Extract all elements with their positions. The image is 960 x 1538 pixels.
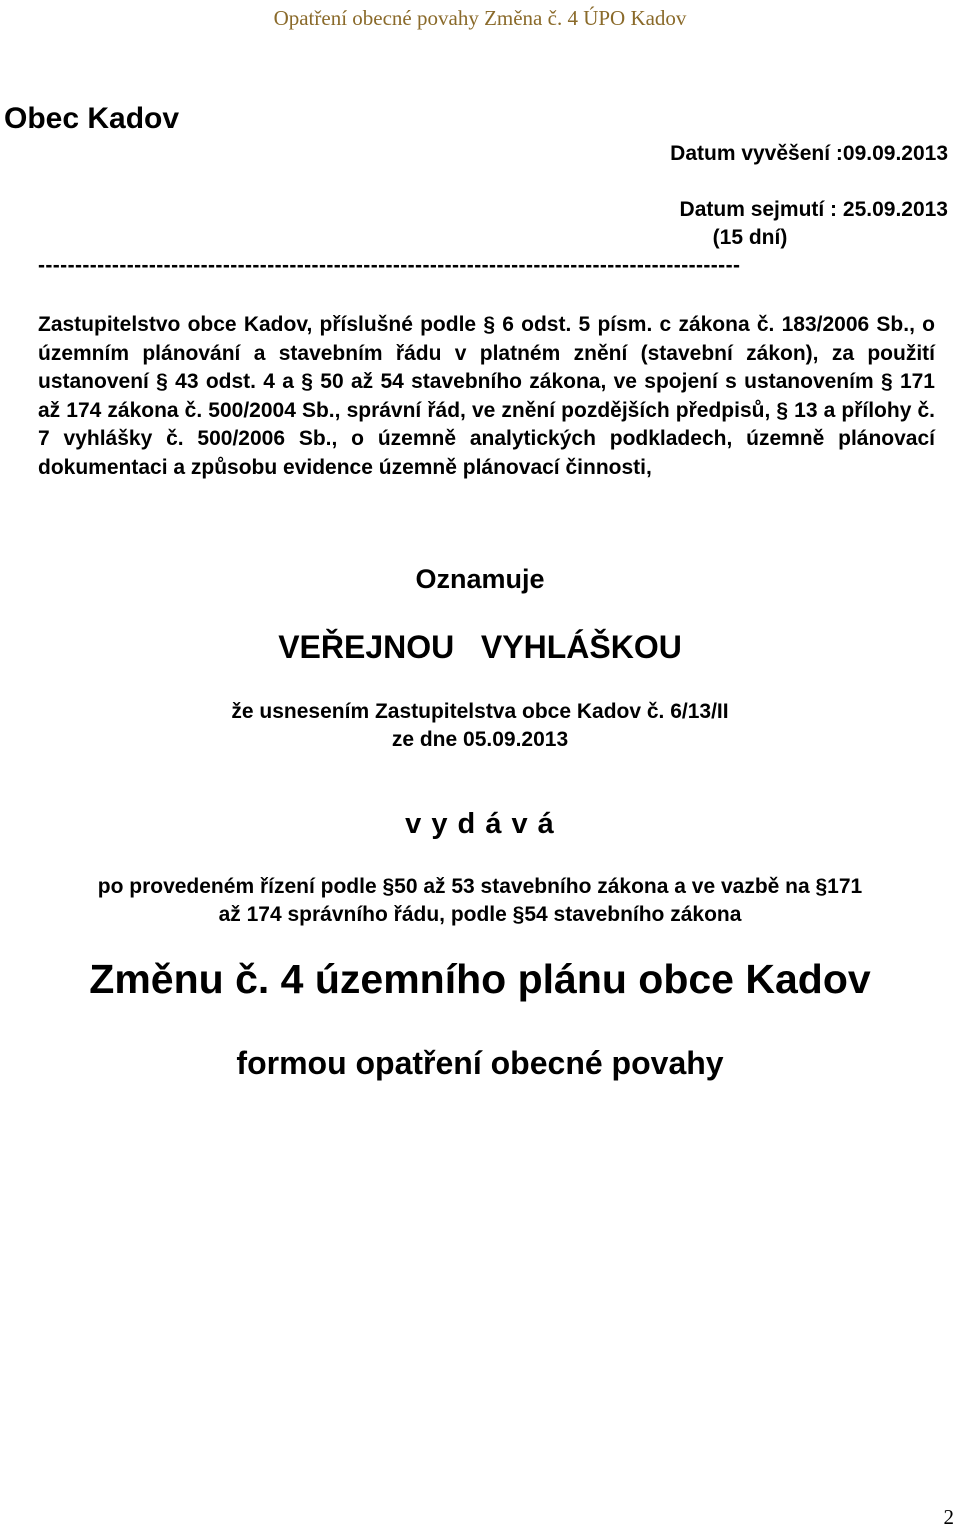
municipality-name: Obec Kadov bbox=[4, 102, 180, 135]
issues-heading: v y d á v á bbox=[405, 808, 555, 840]
document-form: formou opatření obecné povahy bbox=[236, 1045, 724, 1081]
public-notice-heading: VEŘEJNOU VYHLÁŠKOU bbox=[278, 629, 682, 665]
running-header: Opatření obecné povahy Změna č. 4 ÚPO Kadov bbox=[273, 6, 687, 30]
separator-line: ----------------------------------------------------------------------------------------------- bbox=[38, 254, 741, 277]
document-subject: Změnu č. 4 územního plánu obce Kadov bbox=[89, 956, 871, 1002]
resolution-line: že usnesením Zastupitelstva obce Kadov č. 6/13/II bbox=[231, 700, 729, 723]
procedure-line: až 174 správního řádu, podle §54 stavebního zákona bbox=[218, 903, 742, 926]
announces-heading: Oznamuje bbox=[415, 564, 545, 594]
procedure-block bbox=[0, 873, 960, 929]
resolution-block bbox=[0, 698, 960, 754]
procedure-line: po provedeném řízení podle §50 až 53 stavebního zákona a ve vazbě na §171 bbox=[97, 875, 863, 898]
legal-basis-paragraph: Zastupitelstvo obce Kadov, příslušné podle § 6 odst. 5 písm. c zákona č. 183/2006 Sb., o územním plánování a stavebním řádu v platném znění (stavební zákon), za použití ustanovení § 43 odst. 4 a § 50 až 54 stavebního zákona, ve spojení s ustanovením § 171 až 174 zákona č. 500/2004 Sb., správní řád, ve znění pozdějších předpisů, § 13 a přílohy č. 7 vyhlášky č. 500/2006 Sb., o územně analytických podkladech, územně plánovací dokumentaci a způsobu evidence územně plánovací činnosti, bbox=[38, 313, 935, 479]
resolution-date-line: ze dne 05.09.2013 bbox=[391, 728, 569, 751]
page-number: 2 bbox=[943, 1505, 954, 1529]
removal-date: Datum sejmutí : 25.09.2013 bbox=[679, 198, 948, 221]
posting-duration: (15 dní) bbox=[712, 226, 788, 249]
posting-date: Datum vyvěšení :09.09.2013 bbox=[670, 142, 948, 165]
